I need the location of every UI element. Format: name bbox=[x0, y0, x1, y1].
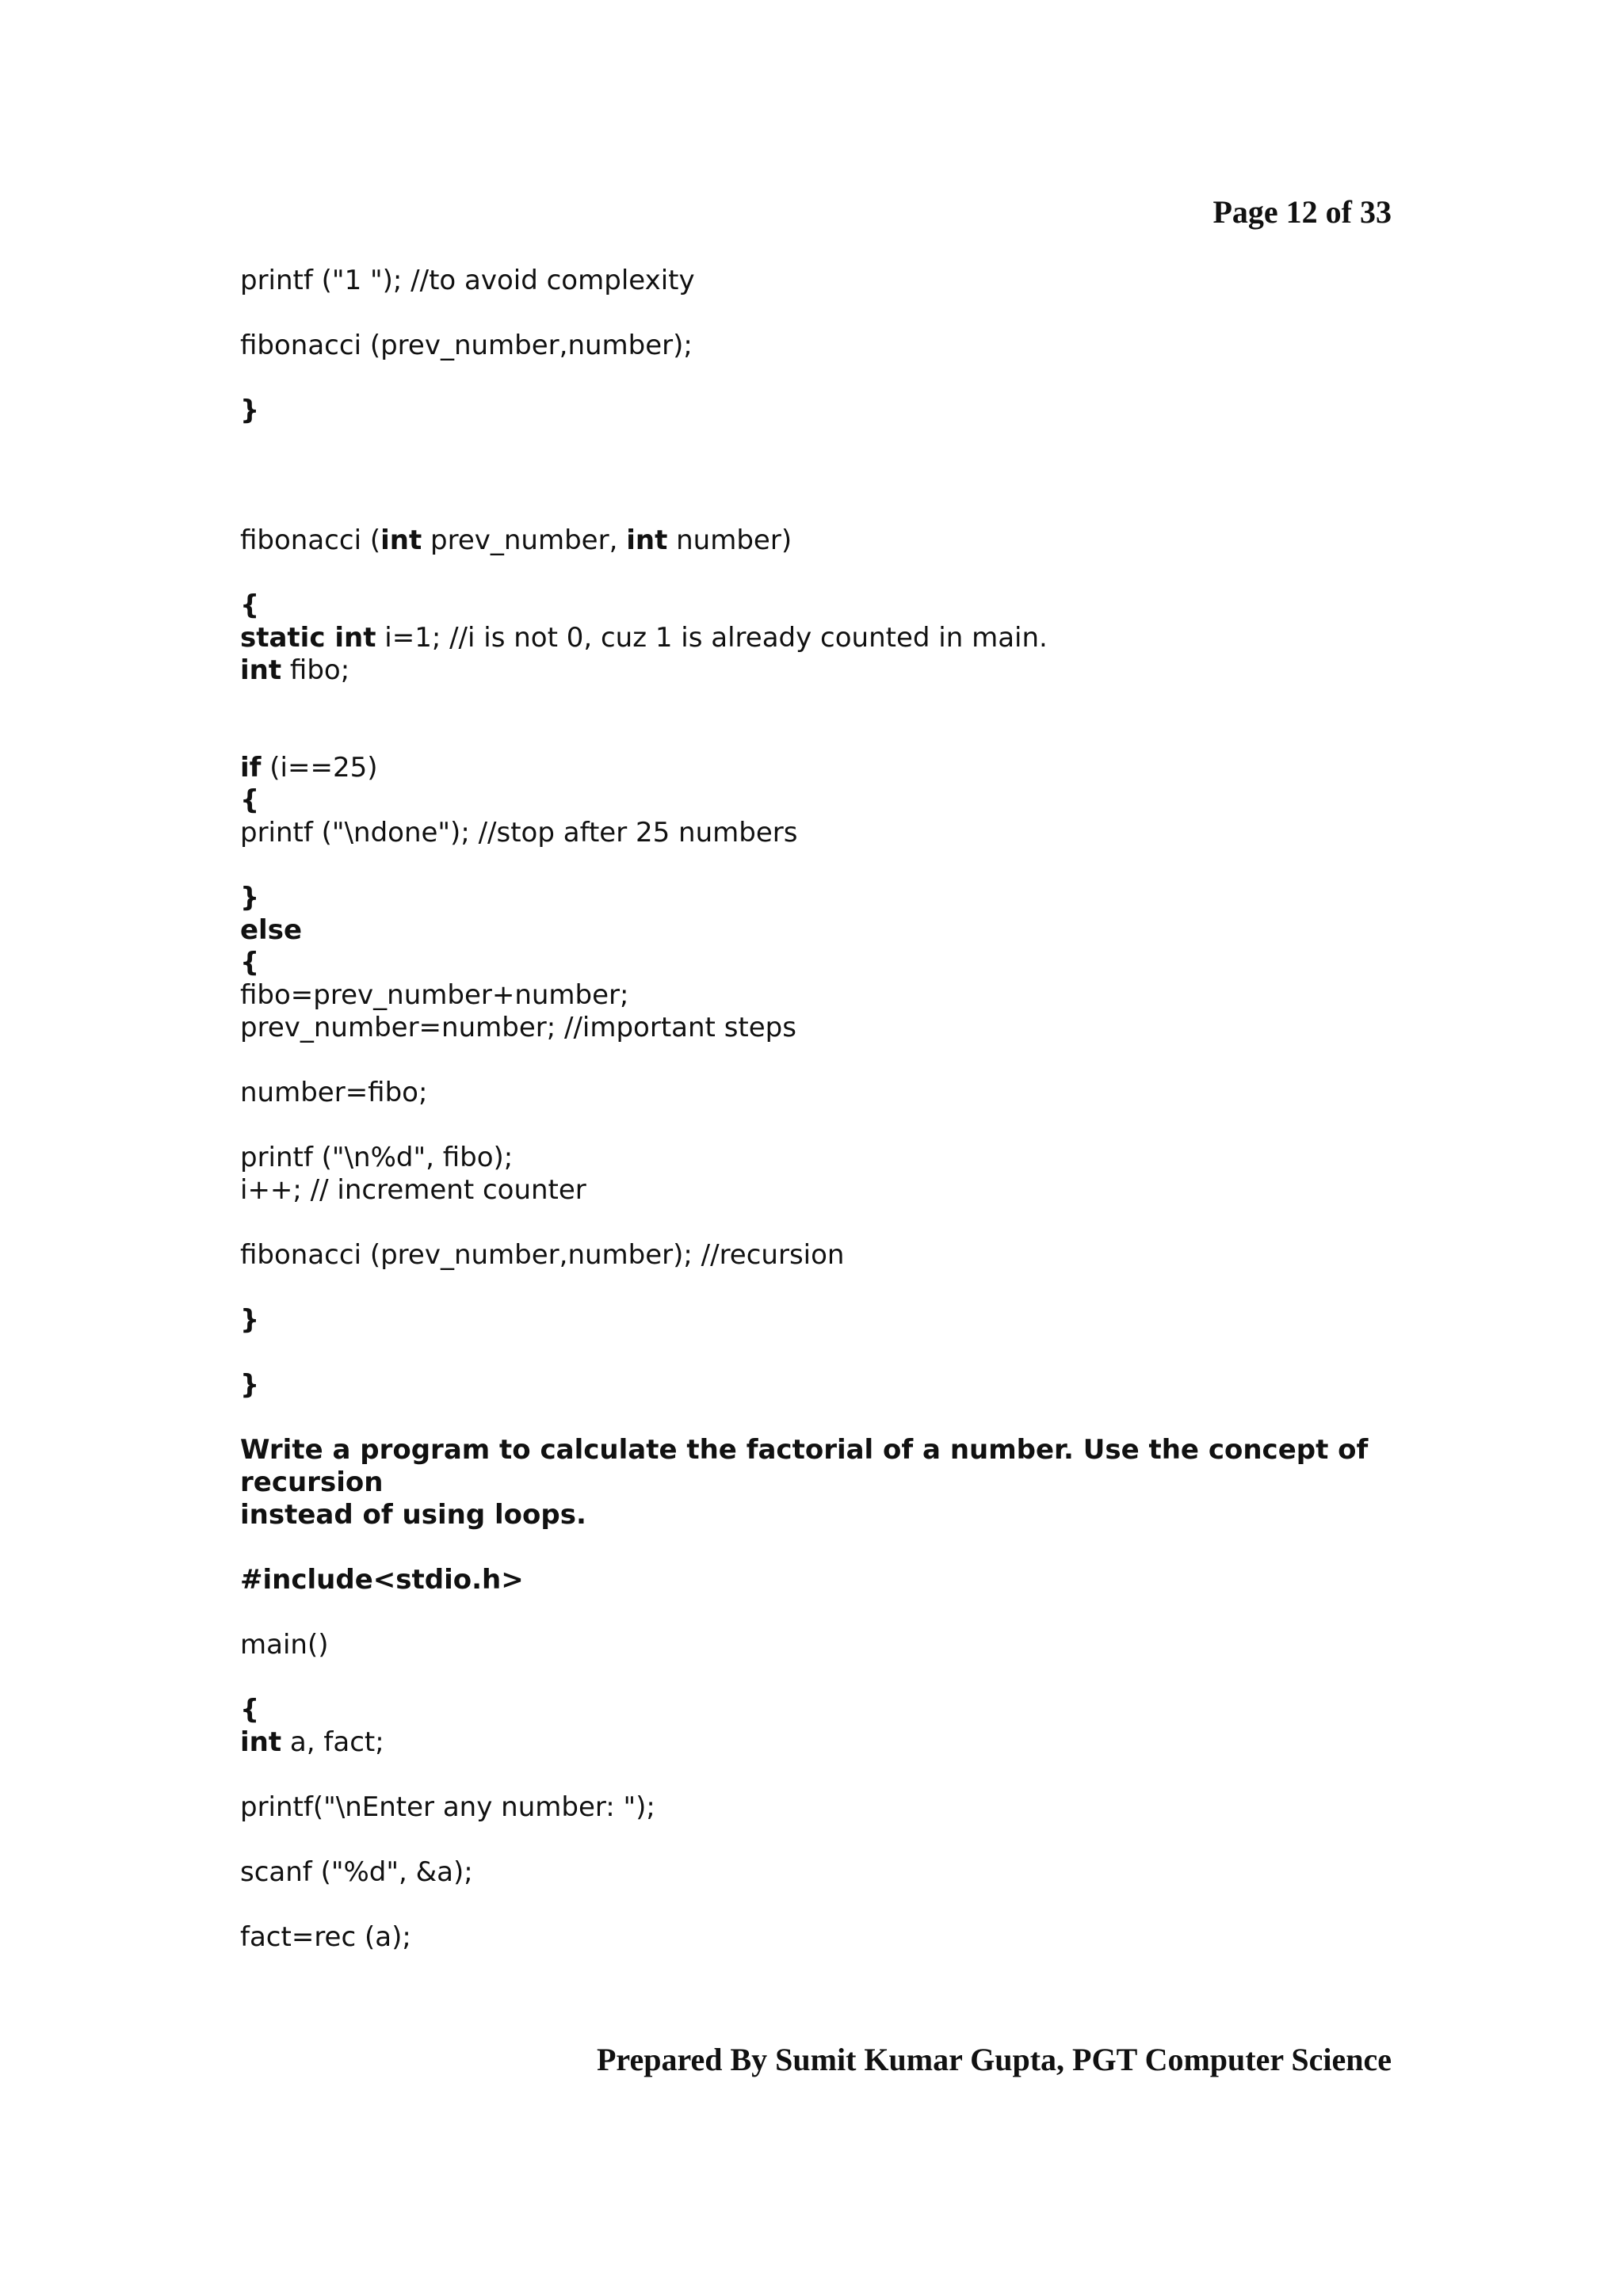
code-line: fibonacci (prev_number,number); bbox=[240, 330, 693, 361]
question-heading-line: Write a program to calculate the factorial of a number. Use the concept of bbox=[240, 1434, 1369, 1466]
code-brace: } bbox=[240, 395, 260, 426]
code-line bbox=[240, 622, 1397, 654]
code-text: a, fact; bbox=[281, 1726, 384, 1758]
code-line: number=fibo; bbox=[240, 1077, 428, 1108]
code-line bbox=[240, 752, 1397, 784]
keyword: int bbox=[240, 654, 282, 686]
code-line: printf ("1 "); //to avoid complexity bbox=[240, 265, 695, 296]
code-brace: } bbox=[240, 1304, 260, 1336]
code-text: prev_number, bbox=[422, 524, 627, 556]
code-line: printf ("\n%d", fibo); bbox=[240, 1142, 514, 1173]
keyword: int bbox=[380, 524, 422, 556]
keyword: if bbox=[240, 752, 262, 784]
code-brace: } bbox=[240, 882, 260, 913]
keyword: static int bbox=[240, 622, 376, 654]
page-footer: Prepared By Sumit Kumar Gupta, PGT Computer Science bbox=[597, 2042, 1392, 2077]
code-brace: } bbox=[240, 1369, 260, 1401]
code-brace: { bbox=[240, 784, 260, 816]
code-line: fibonacci (prev_number,number); //recursion bbox=[240, 1239, 845, 1271]
page-number: Page 12 of 33 bbox=[1212, 194, 1392, 230]
code-text: (i==25) bbox=[261, 752, 378, 784]
question-heading-line: instead of using loops. bbox=[240, 1499, 586, 1531]
code-line: fact=rec (a); bbox=[240, 1921, 411, 1953]
code-brace: { bbox=[240, 947, 260, 978]
function-signature bbox=[240, 524, 1397, 557]
code-line bbox=[240, 1726, 1397, 1759]
keyword: else bbox=[240, 914, 303, 946]
code-brace: { bbox=[240, 589, 260, 621]
keyword: int bbox=[240, 1726, 282, 1758]
code-line: i++; // increment counter bbox=[240, 1174, 586, 1206]
code-line: fibo=prev_number+number; bbox=[240, 979, 629, 1011]
code-line: prev_number=number; //important steps bbox=[240, 1012, 796, 1043]
code-text: fibo; bbox=[281, 654, 350, 686]
code-text: i=1; //i is not 0, cuz 1 is already counted in main. bbox=[376, 622, 1048, 654]
code-line: scanf ("%d", &a); bbox=[240, 1856, 473, 1888]
include-directive: #include<stdio.h> bbox=[240, 1564, 524, 1596]
code-text: number) bbox=[667, 524, 792, 556]
code-line: printf ("\ndone"); //stop after 25 numbers bbox=[240, 817, 798, 849]
code-line: printf("\nEnter any number: "); bbox=[240, 1791, 655, 1823]
code-line: main() bbox=[240, 1629, 329, 1661]
keyword: int bbox=[626, 524, 668, 556]
code-line bbox=[240, 654, 1397, 687]
code-brace: { bbox=[240, 1694, 260, 1726]
question-heading-line: recursion bbox=[240, 1466, 384, 1498]
code-text: fibonacci ( bbox=[240, 524, 381, 556]
page-content bbox=[240, 265, 1397, 1954]
